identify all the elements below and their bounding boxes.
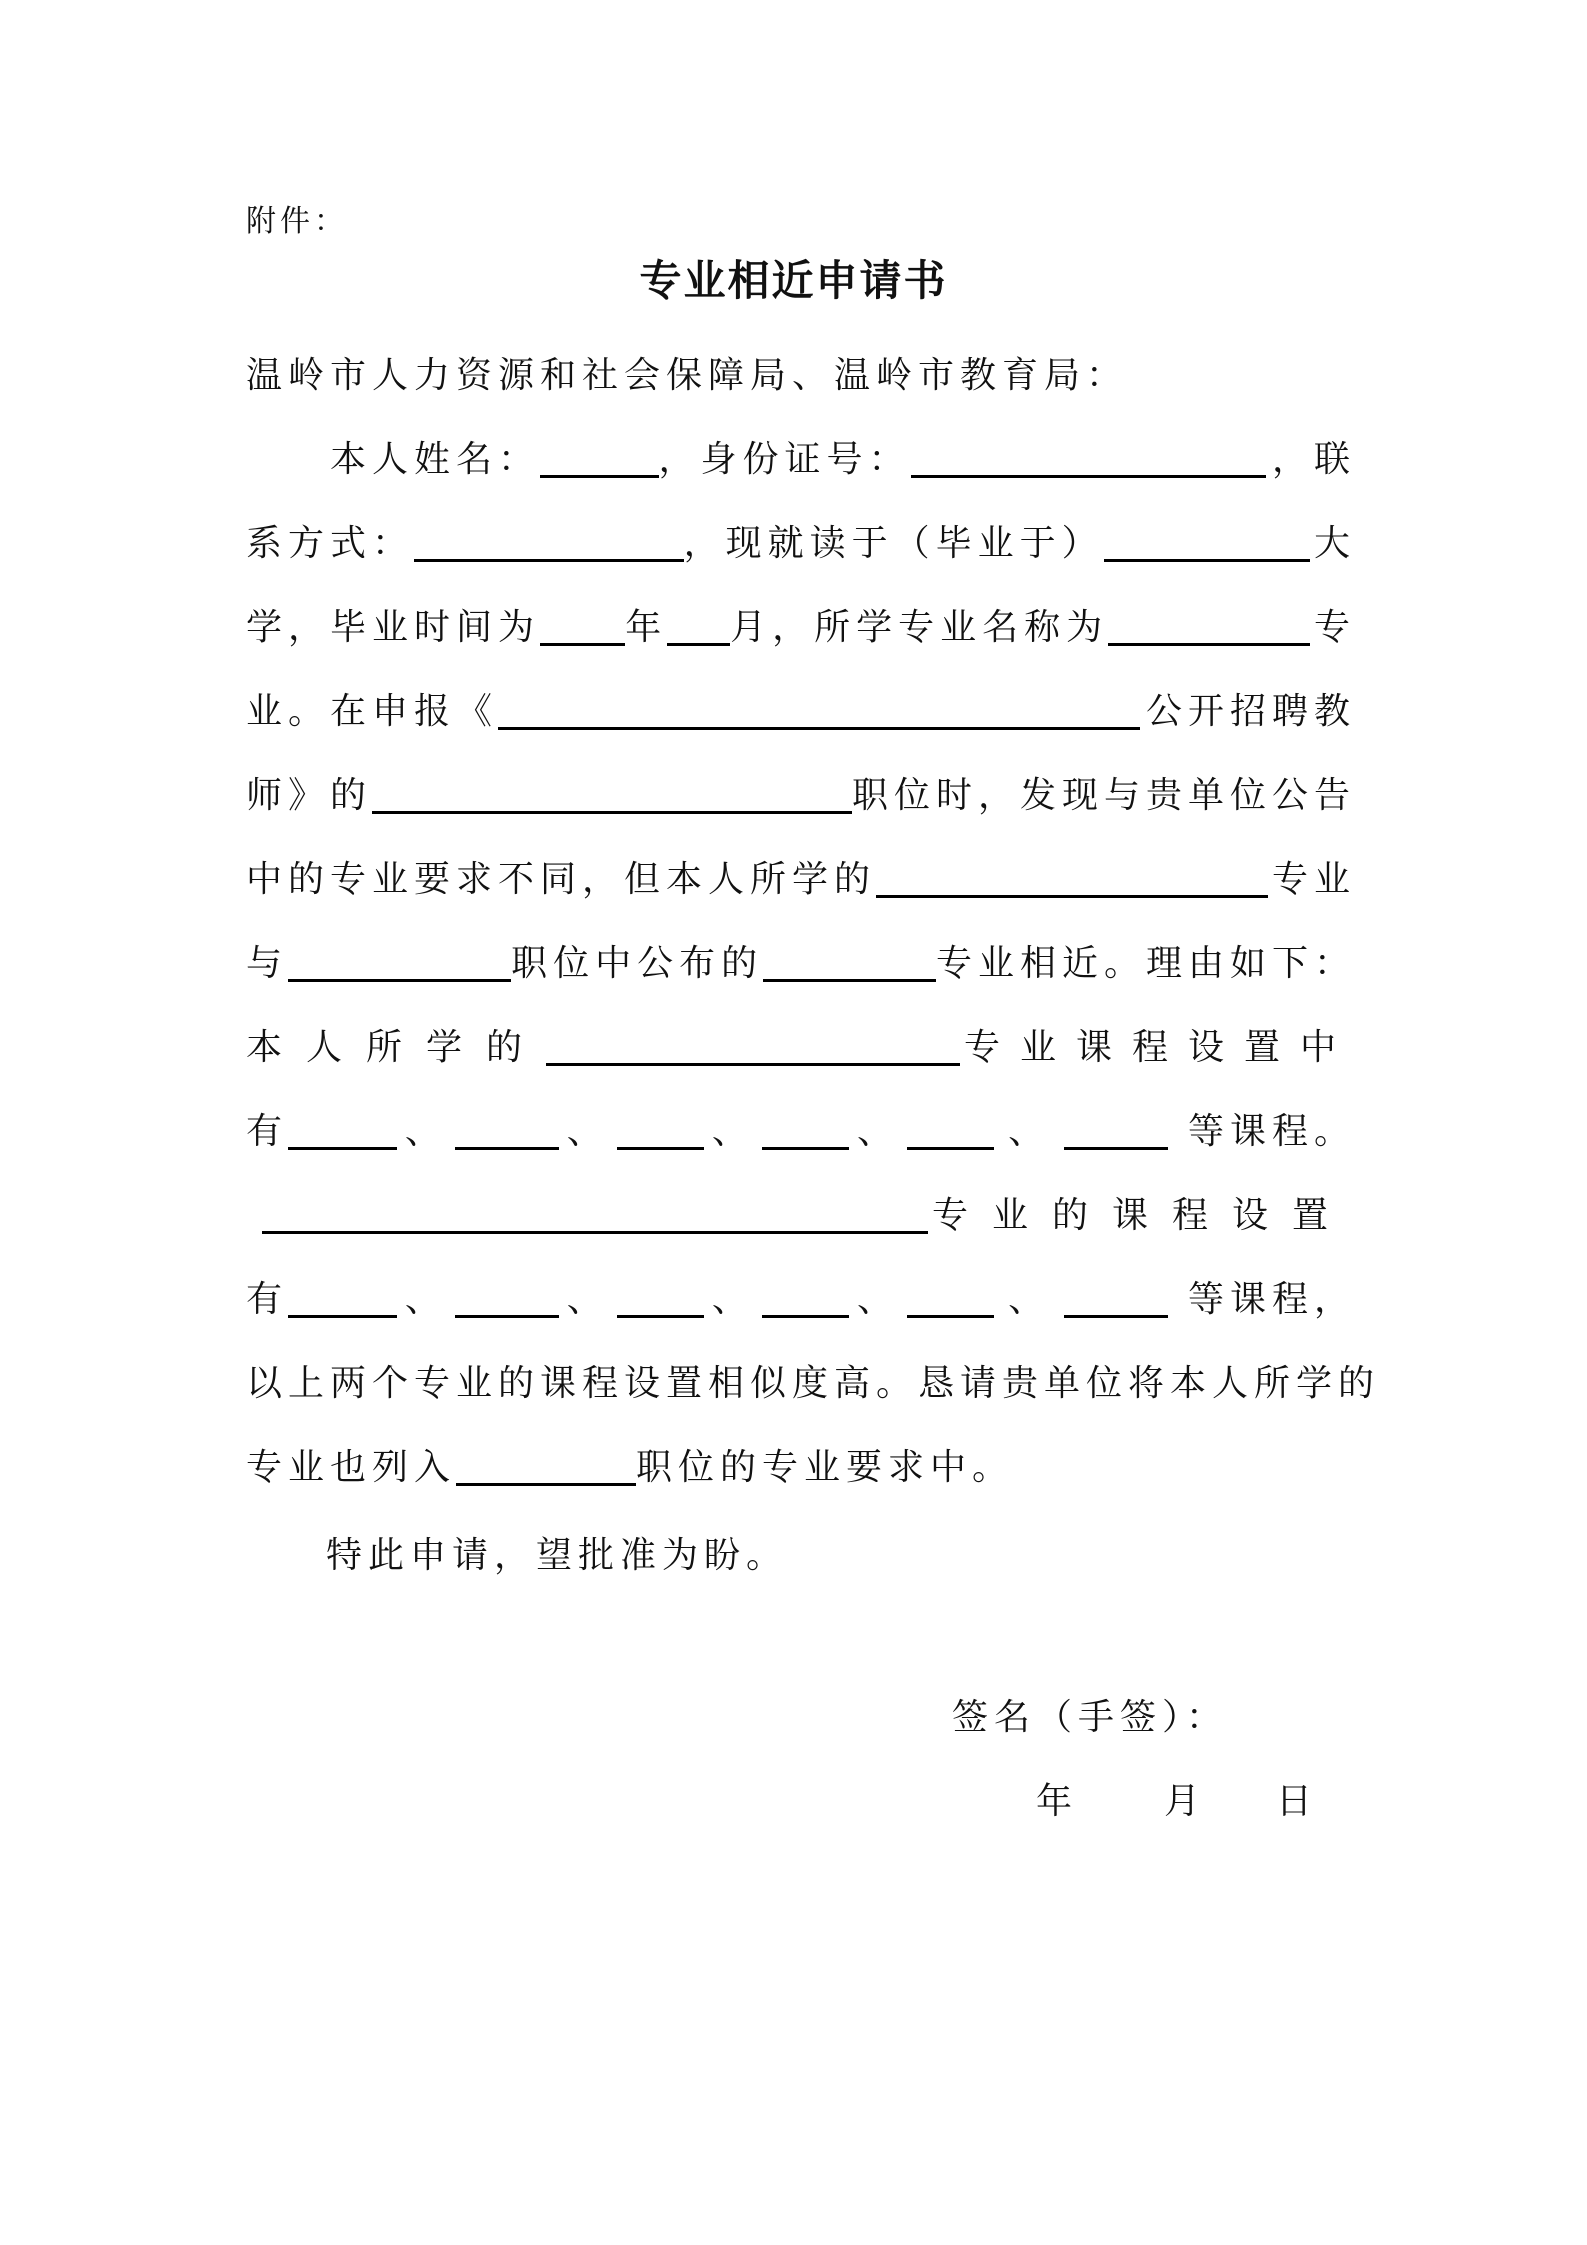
position-course-blank-6[interactable]	[1064, 1279, 1168, 1318]
position-course-blank-3[interactable]	[617, 1279, 704, 1318]
body-line-7	[246, 922, 1356, 982]
own-course-blank-1[interactable]	[288, 1111, 397, 1150]
date-day-label: 日	[1276, 1781, 1319, 1822]
own-course-major-blank[interactable]	[546, 1027, 960, 1066]
separator: 、	[566, 1111, 609, 1152]
position-course-blank-4[interactable]	[762, 1279, 849, 1318]
body-line-4	[246, 670, 1356, 730]
position-major-blank[interactable]	[288, 943, 511, 982]
contact-label-start: ，联	[1271, 439, 1356, 480]
recipient: 温岭市人力资源和社会保障局、温岭市教育局：	[246, 355, 1129, 396]
position-course-blank-1[interactable]	[288, 1279, 397, 1318]
with-label: 与	[246, 943, 289, 984]
position-course-blank-2[interactable]	[455, 1279, 559, 1318]
contact-blank[interactable]	[414, 523, 684, 562]
university-suffix: 大	[1313, 523, 1356, 564]
major-label: 月，所学专业名称为	[730, 607, 1109, 648]
own-course-blank-3[interactable]	[617, 1111, 704, 1150]
major-name-blank[interactable]	[1108, 607, 1310, 646]
courses-end-label: 等课程。	[1188, 1111, 1357, 1152]
recruitment-name-blank[interactable]	[498, 691, 1140, 730]
own-major-suffix: 专业	[1271, 859, 1356, 900]
body-line-1	[330, 418, 1356, 478]
own-major-blank[interactable]	[876, 859, 1268, 898]
position-course-major-blank[interactable]	[262, 1195, 928, 1234]
own-courses-label: 本人所学的	[246, 1027, 547, 1068]
own-course-blank-6[interactable]	[1064, 1111, 1168, 1150]
course-setting-label: 专业课程设置中	[963, 1027, 1356, 1068]
date-line	[1036, 1760, 1366, 1820]
separator: 、	[1008, 1111, 1051, 1152]
position-label: 师》的	[246, 775, 373, 816]
graduation-year-blank[interactable]	[540, 607, 625, 646]
published-label: 职位中公布的	[511, 943, 764, 984]
body-line-8	[246, 1006, 1356, 1066]
application-label: 业。在申报《	[246, 691, 499, 732]
body-line-6	[246, 838, 1356, 898]
year-label: 年	[625, 607, 668, 648]
major-suffix: 专	[1313, 607, 1356, 648]
position-blank[interactable]	[372, 775, 852, 814]
courses-have-label: 有	[246, 1111, 289, 1152]
id-number-blank[interactable]	[911, 439, 1266, 478]
date-year-label: 年	[1036, 1781, 1079, 1822]
attachment-label: 附件：	[246, 204, 348, 239]
document-title: 专业相近申请书	[639, 256, 948, 305]
body-line-2	[246, 502, 1356, 562]
separator: 、	[711, 1111, 754, 1152]
position-text: 职位时，发现与贵单位公告	[851, 775, 1356, 816]
id-label: ，身份证号：	[658, 439, 911, 480]
graduation-month-blank[interactable]	[667, 607, 730, 646]
courses-have-label: 有	[246, 1279, 289, 1320]
own-course-blank-4[interactable]	[762, 1111, 849, 1150]
separator: 、	[1008, 1279, 1051, 1320]
closing-line	[326, 1514, 1356, 1574]
separator: 、	[404, 1111, 447, 1152]
body-line-9	[246, 1090, 1356, 1150]
own-course-blank-2[interactable]	[455, 1111, 559, 1150]
request-text: 以上两个专业的课程设置相似度高。恳请贵单位将本人所学的	[246, 1363, 1381, 1404]
separator: 、	[711, 1279, 754, 1320]
body-line-3	[246, 586, 1356, 646]
body-line-10	[262, 1174, 1356, 1234]
separator: 、	[404, 1279, 447, 1320]
body-line-5	[246, 754, 1356, 814]
published-major-blank[interactable]	[763, 943, 936, 982]
signature-line	[952, 1676, 1372, 1736]
body-line-11	[246, 1258, 1356, 1318]
separator: 、	[857, 1279, 900, 1320]
courses-end-label: 等课程，	[1188, 1279, 1357, 1320]
separator: 、	[857, 1111, 900, 1152]
body-line-13	[246, 1426, 1356, 1486]
include-suffix: 职位的专业要求中。	[636, 1447, 1015, 1488]
school-label: ，现就读于（毕业于）	[683, 523, 1104, 564]
reason-label: 专业相近。理由如下：	[935, 943, 1356, 984]
difference-text: 中的专业要求不同，但本人所学的	[246, 859, 877, 900]
name-label: 本人姓名：	[330, 439, 541, 480]
target-position-blank[interactable]	[456, 1447, 636, 1486]
closing: 特此申请，望批准为盼。	[326, 1535, 789, 1576]
separator: 、	[566, 1279, 609, 1320]
contact-label: 系方式：	[246, 523, 415, 564]
own-course-blank-5[interactable]	[907, 1111, 994, 1150]
include-label: 专业也列入	[246, 1447, 457, 1488]
university-blank[interactable]	[1104, 523, 1310, 562]
recruitment-suffix: 公开招聘教	[1145, 691, 1356, 732]
position-course-label: 专业的课程设置	[932, 1195, 1353, 1236]
signature-label: 签名（手签）：	[952, 1697, 1229, 1738]
graduation-label: 学，毕业时间为	[246, 607, 541, 648]
body-line-12	[246, 1342, 1381, 1404]
recipient-line	[246, 334, 1356, 394]
position-course-blank-5[interactable]	[907, 1279, 994, 1318]
date-month-label: 月	[1164, 1781, 1207, 1822]
name-blank[interactable]	[540, 439, 658, 478]
